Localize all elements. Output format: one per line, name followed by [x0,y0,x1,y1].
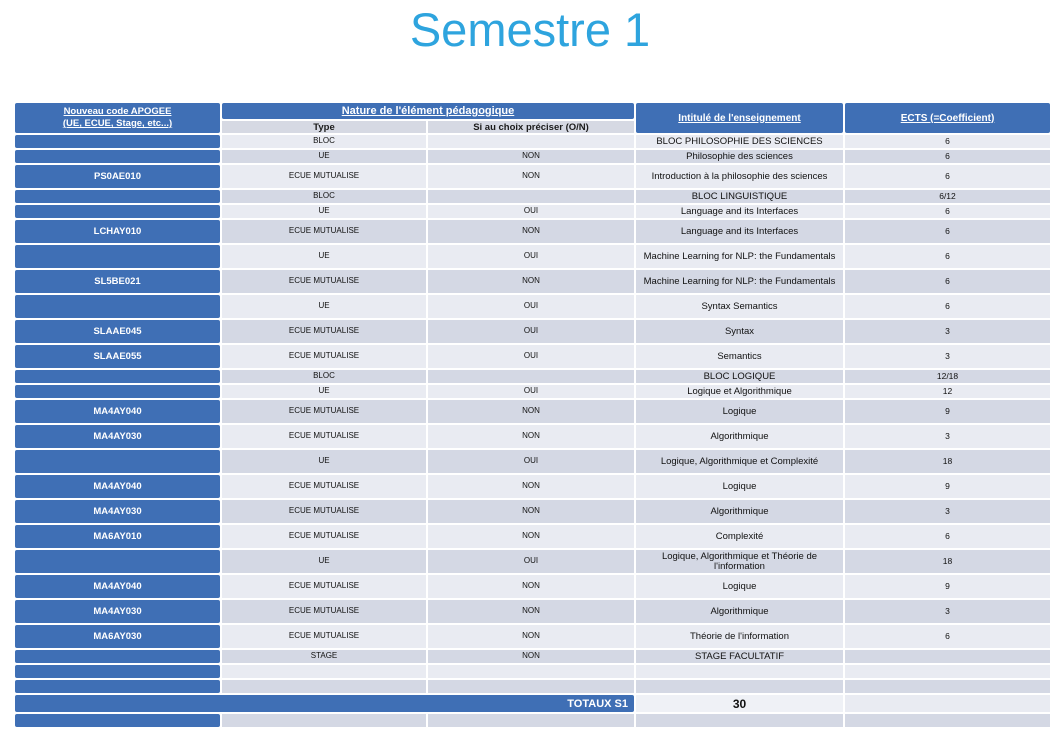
intitule-cell: BLOC LOGIQUE [636,370,843,383]
code-cell [15,205,220,218]
intitule-cell: Logique et Algorithmique [636,385,843,398]
code-cell [15,370,220,383]
table-row [15,680,1050,693]
ects-cell: 12 [845,385,1050,398]
type-cell: ECUE MUTUALISE [222,345,426,368]
code-cell: MA6AY030 [15,625,220,648]
intitule-cell: Language and its Interfaces [636,205,843,218]
ects-cell: 3 [845,320,1050,343]
header-code-line2: (UE, ECUE, Stage, etc...) [62,118,173,129]
header-ects: ECTS (=Coefficient) [845,103,1050,133]
intitule-cell: Semantics [636,345,843,368]
trailing-empty-row [15,714,1050,727]
code-cell: MA4AY040 [15,475,220,498]
table-row [15,165,1050,188]
intitule-cell: Language and its Interfaces [636,220,843,243]
choix-cell: NON [428,625,634,648]
type-cell: ECUE MUTUALISE [222,500,426,523]
choix-cell: OUI [428,205,634,218]
table-row [15,245,1050,268]
ects-cell: 6 [845,625,1050,648]
header-nature: Nature de l'élément pédagogique [222,103,634,119]
type-cell [222,680,426,693]
type-cell: ECUE MUTUALISE [222,600,426,623]
code-cell: MA4AY030 [15,600,220,623]
intitule-cell: Algorithmique [636,425,843,448]
table-row [15,295,1050,318]
table-row [15,320,1050,343]
intitule-cell: Logique [636,400,843,423]
choix-cell [428,135,634,148]
type-cell: ECUE MUTUALISE [222,165,426,188]
choix-cell: NON [428,400,634,423]
code-cell: SLAAE045 [15,320,220,343]
choix-cell [428,370,634,383]
header-code [15,103,220,133]
type-cell: UE [222,150,426,163]
table-row [15,345,1050,368]
choix-cell [428,665,634,678]
intitule-cell: Algorithmique [636,600,843,623]
table-body [15,135,1050,693]
table-row [15,525,1050,548]
ects-cell: 6 [845,135,1050,148]
table-row [15,220,1050,243]
ects-cell: 9 [845,475,1050,498]
choix-cell: OUI [428,295,634,318]
ects-cell [845,714,1050,727]
ects-cell: 9 [845,575,1050,598]
table-row [15,650,1050,663]
table-row [15,500,1050,523]
type-cell: UE [222,450,426,473]
code-cell: PS0AE010 [15,165,220,188]
intitule-cell [636,680,843,693]
code-cell: MA4AY030 [15,500,220,523]
code-cell [15,295,220,318]
table-row [15,575,1050,598]
intitule-cell: Logique, Algorithmique et Complexité [636,450,843,473]
header-type: Type [222,121,426,133]
type-cell [222,714,426,727]
page-title: Semestre 1 [409,3,651,56]
table-row [15,665,1050,678]
intitule-cell: Philosophie des sciences [636,150,843,163]
table-row [15,550,1050,573]
code-cell: MA4AY040 [15,400,220,423]
type-cell: ECUE MUTUALISE [222,270,426,293]
type-cell: ECUE MUTUALISE [222,220,426,243]
type-cell: ECUE MUTUALISE [222,525,426,548]
choix-cell: NON [428,150,634,163]
code-cell: LCHAY010 [15,220,220,243]
table-row [15,190,1050,203]
intitule-cell: BLOC PHILOSOPHIE DES SCIENCES [636,135,843,148]
code-cell [15,190,220,203]
totals-label: TOTAUX S1 [15,695,634,712]
intitule-cell: Algorithmique [636,500,843,523]
semester-table [15,103,1050,729]
ects-cell [845,665,1050,678]
header-intitule: Intitulé de l'enseignement [636,103,843,133]
choix-cell [428,190,634,203]
type-cell: BLOC [222,135,426,148]
type-cell: UE [222,385,426,398]
choix-cell: NON [428,500,634,523]
code-cell: SL5BE021 [15,270,220,293]
code-cell [15,385,220,398]
intitule-cell: Logique [636,475,843,498]
ects-cell: 6 [845,205,1050,218]
code-cell [15,450,220,473]
intitule-cell: Syntax [636,320,843,343]
type-cell: ECUE MUTUALISE [222,625,426,648]
choix-cell: NON [428,220,634,243]
ects-cell: 6 [845,525,1050,548]
choix-cell: OUI [428,245,634,268]
ects-cell [845,650,1050,663]
totals-value: 30 [636,695,843,712]
table-row [15,270,1050,293]
ects-cell: 6 [845,165,1050,188]
intitule-cell [636,665,843,678]
intitule-cell: Machine Learning for NLP: the Fundamentals [636,245,843,268]
totals-row [15,695,1050,712]
ects-cell: 3 [845,600,1050,623]
type-cell: UE [222,205,426,218]
intitule-cell: Logique [636,575,843,598]
code-cell: MA4AY040 [15,575,220,598]
intitule-cell: STAGE FACULTATIF [636,650,843,663]
type-cell: ECUE MUTUALISE [222,425,426,448]
type-cell: STAGE [222,650,426,663]
choix-cell: NON [428,475,634,498]
intitule-cell: Complexité [636,525,843,548]
header-code-line1: Nouveau code APOGEE [63,106,172,118]
table-row [15,205,1050,218]
ects-cell: 6/12 [845,190,1050,203]
choix-cell: NON [428,600,634,623]
table-header [15,103,1050,133]
table-row [15,600,1050,623]
ects-cell: 6 [845,295,1050,318]
type-cell: ECUE MUTUALISE [222,475,426,498]
intitule-cell: Introduction à la philosophie des sciences [636,165,843,188]
code-cell: SLAAE055 [15,345,220,368]
intitule-cell: Syntax Semantics [636,295,843,318]
table-row [15,425,1050,448]
type-cell: BLOC [222,190,426,203]
choix-cell: NON [428,425,634,448]
choix-cell: OUI [428,385,634,398]
choix-cell: NON [428,575,634,598]
choix-cell: NON [428,270,634,293]
choix-cell: NON [428,165,634,188]
table-row [15,450,1050,473]
choix-cell: OUI [428,450,634,473]
choix-cell: OUI [428,320,634,343]
type-cell: UE [222,245,426,268]
table-row [15,150,1050,163]
code-cell [15,135,220,148]
type-cell: UE [222,550,426,573]
table-row [15,400,1050,423]
table-row [15,385,1050,398]
intitule-cell: Machine Learning for NLP: the Fundamentals [636,270,843,293]
totals-ects-cell [845,695,1050,712]
code-cell: MA4AY030 [15,425,220,448]
table-row [15,135,1050,148]
choix-cell: OUI [428,345,634,368]
intitule-cell: Théorie de l'information [636,625,843,648]
code-cell [15,245,220,268]
ects-cell: 9 [845,400,1050,423]
ects-cell [845,680,1050,693]
ects-cell: 6 [845,270,1050,293]
ects-cell: 18 [845,450,1050,473]
table-row [15,370,1050,383]
type-cell [222,665,426,678]
ects-cell: 6 [845,220,1050,243]
code-cell: MA6AY010 [15,525,220,548]
ects-cell: 3 [845,500,1050,523]
type-cell: ECUE MUTUALISE [222,400,426,423]
code-cell [15,550,220,573]
type-cell: ECUE MUTUALISE [222,320,426,343]
ects-cell: 3 [845,425,1050,448]
code-cell [15,150,220,163]
choix-cell [428,680,634,693]
intitule-cell: Logique, Algorithmique et Théorie de l'information [636,550,843,573]
ects-cell: 12/18 [845,370,1050,383]
intitule-cell [636,714,843,727]
header-choix: Si au choix préciser (O/N) [428,121,634,133]
code-cell [15,650,220,663]
code-cell [15,714,220,727]
type-cell: ECUE MUTUALISE [222,575,426,598]
choix-cell: OUI [428,550,634,573]
ects-cell: 3 [845,345,1050,368]
code-cell [15,665,220,678]
choix-cell: NON [428,650,634,663]
table-row [15,625,1050,648]
ects-cell: 6 [845,150,1050,163]
ects-cell: 18 [845,550,1050,573]
choix-cell: NON [428,525,634,548]
type-cell: BLOC [222,370,426,383]
table-row [15,475,1050,498]
intitule-cell: BLOC LINGUISTIQUE [636,190,843,203]
choix-cell [428,714,634,727]
ects-cell: 6 [845,245,1050,268]
code-cell [15,680,220,693]
type-cell: UE [222,295,426,318]
